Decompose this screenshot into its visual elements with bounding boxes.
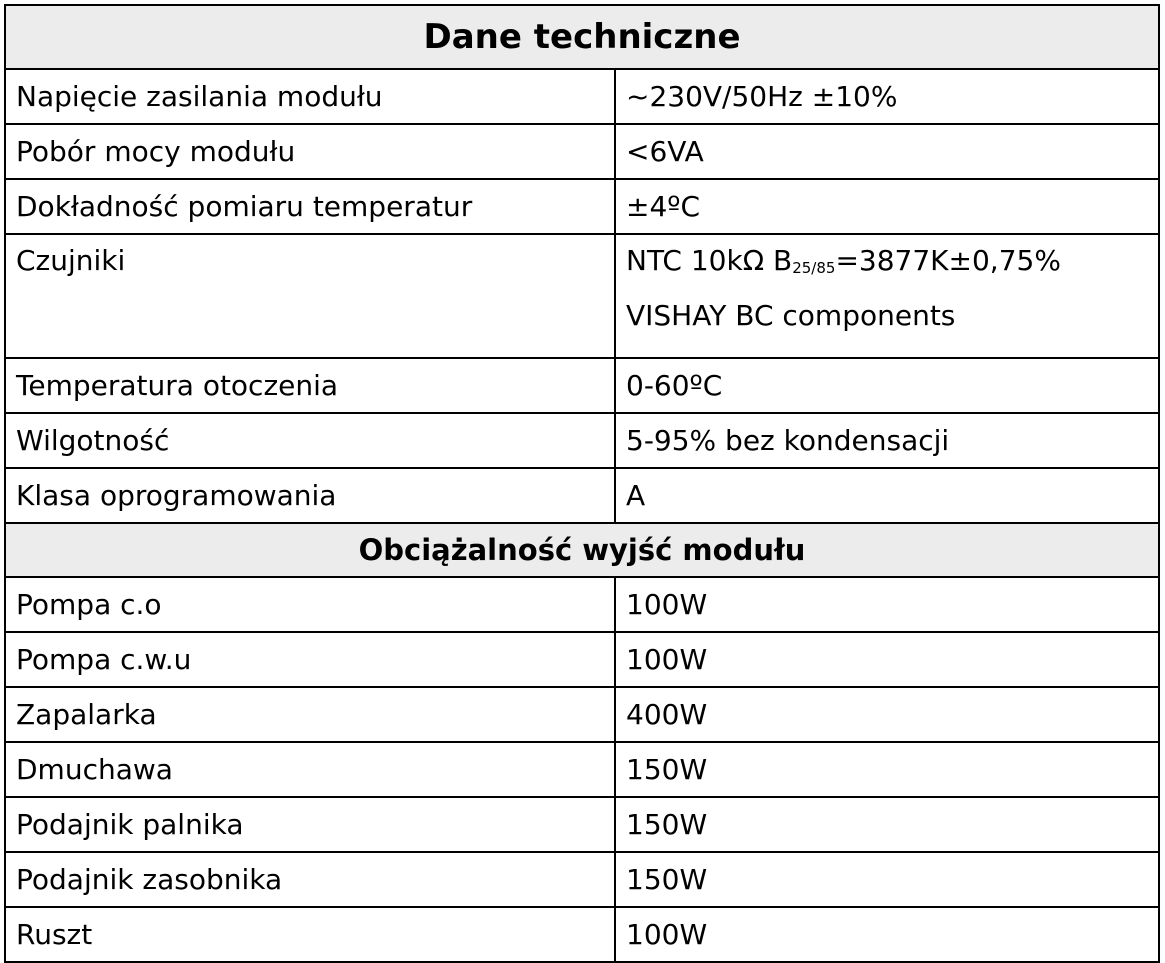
- row-value: 100W: [615, 577, 1159, 632]
- table-row: [5, 632, 1159, 687]
- spec-table: [4, 4, 1160, 963]
- sensors-line-1-suffix: =3877K±0,75%: [835, 244, 1061, 277]
- table-row: [5, 413, 1159, 468]
- row-value: 150W: [615, 797, 1159, 852]
- outputs-title-row: [5, 523, 1159, 577]
- row-label: Wilgotność: [5, 413, 615, 468]
- table-row: [5, 124, 1159, 179]
- row-label: Ruszt: [5, 907, 615, 962]
- row-value: ±4ºC: [615, 179, 1159, 234]
- row-label: Klasa oprogramowania: [5, 468, 615, 523]
- row-value: 100W: [615, 907, 1159, 962]
- row-label: Pompa c.w.u: [5, 632, 615, 687]
- table-row: [5, 468, 1159, 523]
- row-value: ~230V/50Hz ±10%: [615, 69, 1159, 124]
- row-value: 150W: [615, 742, 1159, 797]
- sensors-line-1-prefix: NTC 10kΩ B: [626, 244, 793, 277]
- row-label: Dokładność pomiaru temperatur: [5, 179, 615, 234]
- outputs-title: Obciążalność wyjść modułu: [5, 523, 1159, 577]
- row-label: Podajnik zasobnika: [5, 852, 615, 907]
- sensors-line-1: [626, 244, 1148, 302]
- row-value: 100W: [615, 632, 1159, 687]
- row-value: 5-95% bez kondensacji: [615, 413, 1159, 468]
- table-row: [5, 797, 1159, 852]
- row-label: Dmuchawa: [5, 742, 615, 797]
- table-row: [5, 907, 1159, 962]
- sensors-line-1-subscript: 25/85: [792, 259, 836, 277]
- sensors-line-2: VISHAY BC components: [626, 299, 956, 332]
- row-label: Zapalarka: [5, 687, 615, 742]
- table-row: [5, 742, 1159, 797]
- row-label: Temperatura otoczenia: [5, 358, 615, 413]
- table-row: [5, 358, 1159, 413]
- table-row: [5, 179, 1159, 234]
- row-label: Podajnik palnika: [5, 797, 615, 852]
- table-row: [5, 687, 1159, 742]
- table-title-row: [5, 5, 1159, 69]
- table-title: Dane techniczne: [5, 5, 1159, 69]
- row-value: <6VA: [615, 124, 1159, 179]
- table-row: [5, 577, 1159, 632]
- row-label: Pobór mocy modułu: [5, 124, 615, 179]
- row-value: 0-60ºC: [615, 358, 1159, 413]
- sensors-value: [615, 234, 1159, 358]
- row-label: Pompa c.o: [5, 577, 615, 632]
- table-row: [5, 852, 1159, 907]
- row-value: 150W: [615, 852, 1159, 907]
- table-row: [5, 69, 1159, 124]
- row-value: 400W: [615, 687, 1159, 742]
- row-label: Czujniki: [5, 234, 615, 358]
- row-label: Napięcie zasilania modułu: [5, 69, 615, 124]
- table-row-sensors: [5, 234, 1159, 358]
- row-value: A: [615, 468, 1159, 523]
